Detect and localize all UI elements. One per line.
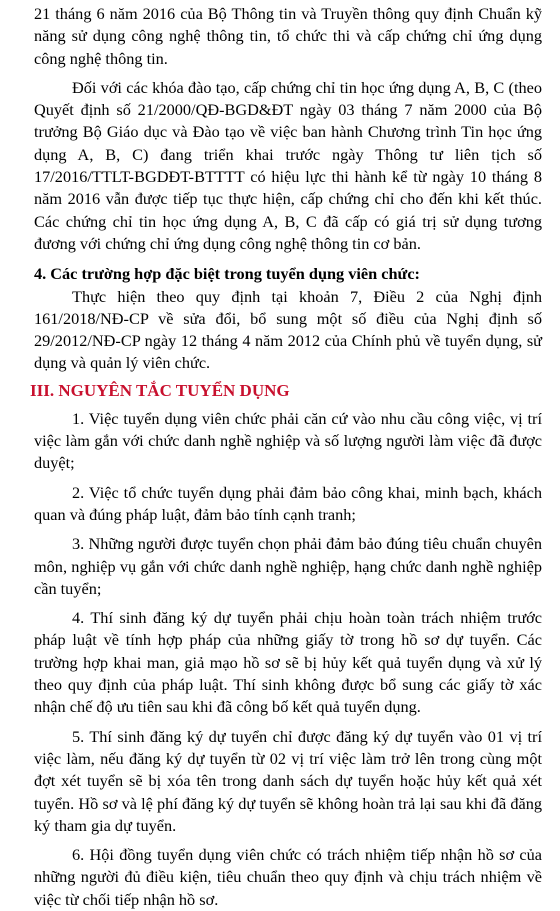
section-heading: III. NGUYÊN TẮC TUYỂN DỤNG <box>30 380 290 400</box>
principle-4: 4. Thí sinh đăng ký dự tuyển phải chịu hoàn toàn trách nhiệm trước pháp luật về tính hợp pháp của những giấy tờ trong hồ sơ dự tuyển. Các trường hợp khai man, giả mạo hồ sơ sẽ bị hủy kết quả tuyển dụng và xử lý theo quy định của pháp luật. Thí sinh không được bổ sung các giấy tờ xác nhận chế độ ưu tiên sau khi đã công bố kết quả tuyển dụng. <box>34 608 542 717</box>
paragraph-continuation: 21 tháng 6 năm 2016 của Bộ Thông tin và Truyền thông quy định Chuẩn kỹ năng sử dụng công nghệ thông tin, tổ chức thi và cấp chứng chỉ ứng dụng công nghệ thông tin. <box>34 4 542 68</box>
principle-6: 6. Hội đồng tuyển dụng viên chức có trách nhiệm tiếp nhận hồ sơ của những người đủ điều kiện, tiêu chuẩn theo quy định và chịu trách nhiệm về việc từ chối tiếp nhận hồ sơ. <box>34 845 542 909</box>
principle-1: 1. Việc tuyển dụng viên chức phải căn cứ vào nhu cầu công việc, vị trí việc làm gắn với chức danh nghề nghiệp và số lượng người làm việc đã được duyệt; <box>34 408 542 473</box>
paragraph-certificates: Đối với các khóa đào tạo, cấp chứng chỉ tin học ứng dụng A, B, C (theo Quyết định số 21/2000/QĐ-BGD&ĐT ngày 03 tháng 7 năm 2000 của Bộ trưởng Bộ Giáo dục và Đào tạo về việc ban hành Chương trình Tin học ứng dụng A, B, C) đang triển khai trước ngày Thông tư liên tịch số 17/2016/TTLT-BGDĐT-BTTTT có hiệu lực thi hành kể từ ngày 10 tháng 8 năm 2016 vẫn được tiếp tục thực hiện, cấp chứng chỉ cho đến khi kết thúc. Các chứng chỉ tin học ứng dụng A, B, C đã cấp có giá trị sử dụng tương đương với chứng chỉ ứng dụng công nghệ thông tin cơ bản. <box>34 77 542 253</box>
principle-3: 3. Những người được tuyển chọn phải đảm bảo đúng tiêu chuẩn chuyên môn, nghiệp vụ gắn với chức danh nghề nghiệp, hạng chức danh nghề nghiệp cần tuyển; <box>34 534 542 598</box>
principle-2: 2. Việc tổ chức tuyển dụng phải đảm bảo công khai, minh bạch, khách quan và đúng pháp luật, đảm bảo tính cạnh tranh; <box>34 482 542 524</box>
principle-5: 5. Thí sinh đăng ký dự tuyển chỉ được đăng ký dự tuyển vào 01 vị trí việc làm, nếu đăng ký dự tuyển từ 02 vị trí việc làm trở lên trong cùng một đợt xét tuyển sẽ bị xóa tên trong danh sách dự tuyển hoặc hủy kết quả xét tuyển. Hồ sơ và lệ phí đăng ký dự tuyển sẽ không hoàn trả lại sau khi đã đăng ký tham gia dự tuyển. <box>34 726 542 835</box>
paragraph-special-cases: Thực hiện theo quy định tại khoản 7, Điều 2 của Nghị định 161/2018/NĐ-CP về sửa đổi, bổ sung một số điều của Nghị định số 29/2012/NĐ-CP ngày 12 tháng 4 năm 2012 của Chính phủ về tuyển dụng, sử dụng và quản lý viên chức. <box>34 286 542 373</box>
heading-special-cases: 4. Các trường hợp đặc biệt trong tuyển dụng viên chức: <box>34 264 420 284</box>
